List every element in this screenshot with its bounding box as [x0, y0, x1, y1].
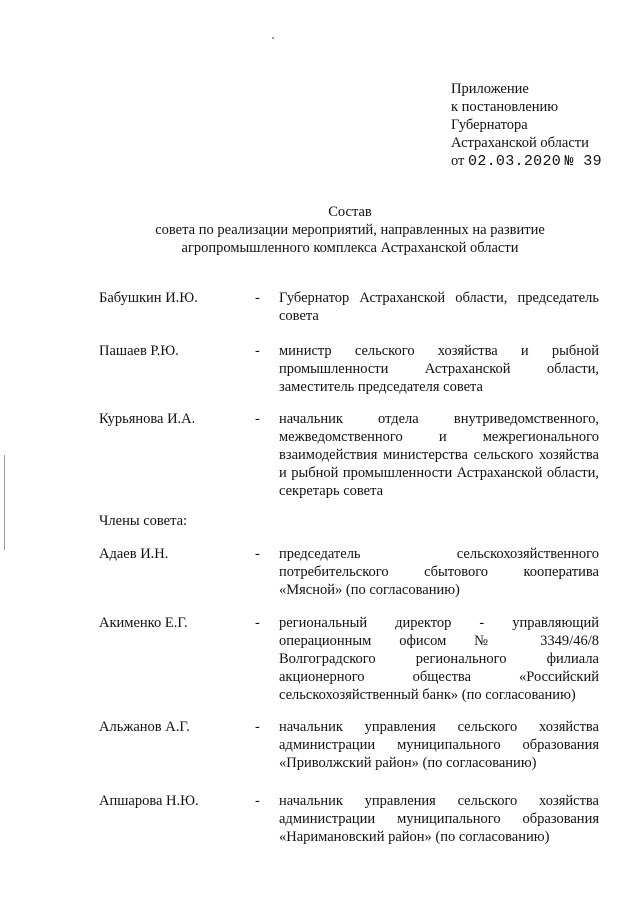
member-dash: -	[255, 615, 260, 631]
members-label: Члены совета:	[99, 513, 188, 529]
member-name: Адаев И.Н.	[99, 546, 169, 562]
entry-role: министр сельского хозяйства и рыбной промышленности Астраханской области, заместитель председателя совета	[279, 343, 599, 395]
member-role: председатель сельскохозяйственного потребительского сбытового кооператива «Мясной» (по согласованию)	[279, 546, 599, 598]
date-prefix: от	[451, 153, 465, 169]
decree-date: 02.03.2020	[468, 153, 562, 170]
member-role: начальник управления сельского хозяйства администрации муниципального образования «Приволжский район» (по согласованию)	[279, 719, 599, 771]
scan-mark-left-edge	[4, 455, 5, 550]
entry-role: начальник отдела внутриведомственного, межведомственного и межрегионального взаимодействия министерства сельского хозяйства и рыбной промышленности Астраханской области, секретарь совета	[279, 411, 599, 499]
entry-name: Бабушкин И.Ю.	[99, 290, 198, 306]
title-heading: Состав	[328, 204, 372, 220]
document-title	[100, 203, 600, 257]
entry-dash: -	[255, 411, 260, 427]
appendix-line-3: Губернатора	[451, 117, 528, 133]
title-line-2: агропромышленного комплекса Астраханской области	[181, 240, 519, 256]
appendix-line-4: Астраханской области	[451, 135, 589, 151]
member-dash: -	[255, 719, 260, 735]
entry-dash: -	[255, 290, 260, 306]
entry-dash: -	[255, 343, 260, 359]
appendix-header	[451, 80, 602, 171]
member-role: региональный директор - управляющий операционным офисом № 3349/46/8 Волгоградского регионального филиала акционерного общества «Российский сельскохозяйственный банк» (по согласованию)	[279, 615, 599, 703]
member-dash: -	[255, 546, 260, 562]
entry-name: Курьянова И.А.	[99, 411, 196, 427]
appendix-line-2: к постановлению	[451, 99, 559, 115]
scan-mark-top-dot	[272, 37, 274, 39]
member-name: Альжанов А.Г.	[99, 719, 190, 735]
member-dash: -	[255, 793, 260, 809]
title-line-1: совета по реализации мероприятий, направленных на развитие	[155, 222, 545, 238]
member-name: Акименко Е.Г.	[99, 615, 188, 631]
member-name: Апшарова Н.Ю.	[99, 793, 199, 809]
member-role: начальник управления сельского хозяйства администрации муниципального образования «Наримановский район» (по согласованию)	[279, 793, 599, 845]
appendix-line-1: Приложение	[451, 81, 529, 97]
entry-name: Пашаев Р.Ю.	[99, 343, 179, 359]
entry-role: Губернатор Астраханской области, председатель совета	[279, 290, 599, 324]
decree-number: № 39	[564, 153, 602, 170]
appendix-date-line	[451, 152, 602, 171]
